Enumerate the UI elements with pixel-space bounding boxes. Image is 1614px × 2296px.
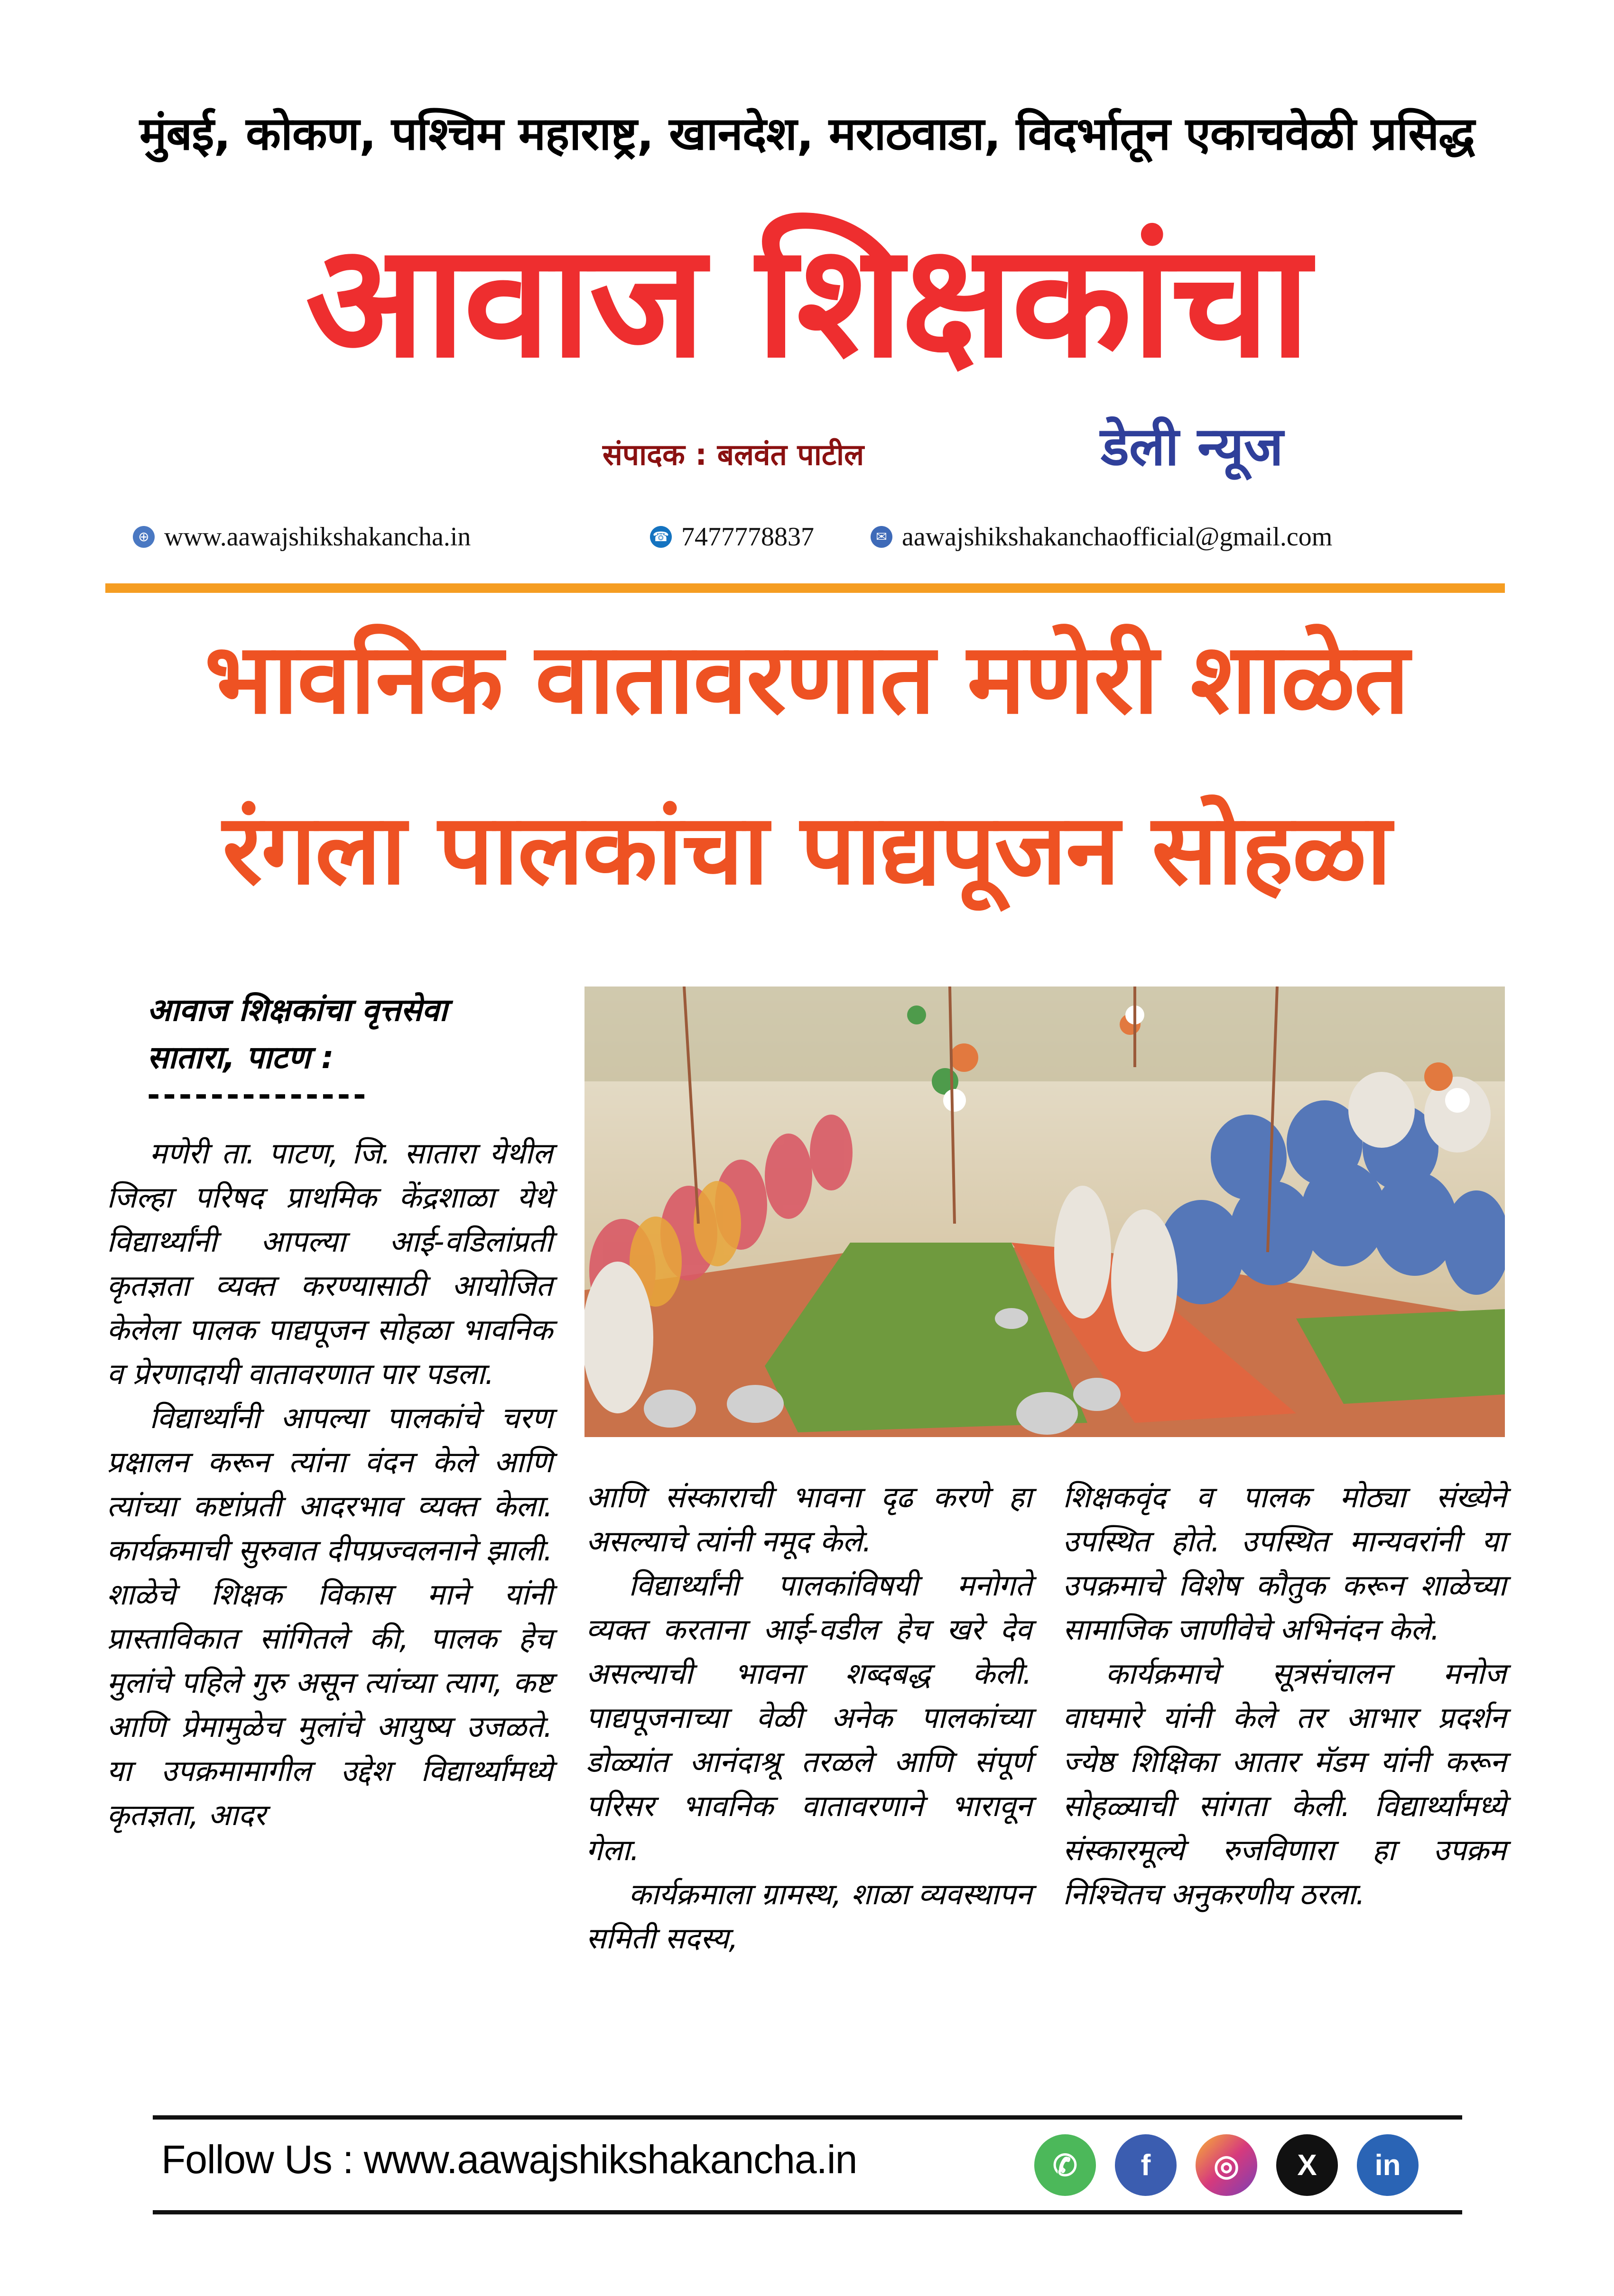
website-text[interactable]: www.aawajshikshakancha.in: [164, 522, 471, 552]
article-column-left: [107, 1131, 553, 1837]
contact-row: [133, 522, 1485, 564]
x-icon[interactable]: X: [1276, 2134, 1338, 2196]
follow-us-text[interactable]: Follow Us : www.aawajshikshakancha.in: [161, 2137, 857, 2182]
orange-divider: [105, 583, 1505, 593]
paragraph: मणेरी ता. पाटण, जि. सातारा येथील जिल्हा परिषद प्राथमिक केंद्रशाळा येथे विद्यार्थ्यांनी आपल्या आई-वडिलांप्रती कृतज्ञता व्यक्त करण्यासाठी आयोजित केलेला पालक पाद्यपूजन सोहळा भावनिक व प्रेरणादायी वातावरणात पार पडला.: [107, 1136, 553, 1391]
article-column-middle: [586, 1475, 1032, 1960]
tagline: मुंबई, कोकण, पश्चिम महाराष्ट्र, खानदेश, मराठवाडा, विदर्भातून एकाचवेळी प्रसिद्ध: [139, 107, 1475, 160]
dateline-separator: --------------: [147, 1077, 369, 1113]
footer-divider-top: [153, 2115, 1462, 2120]
email-contact[interactable]: [871, 522, 1332, 552]
paragraph: कार्यक्रमाचे सूत्रसंचालन मनोज वाघमारे यांनी केले तर आभार प्रदर्शन ज्येष्ठ शिक्षिका आतार मॅडम यांनी करून सोहळ्याची सांगता केली. विद्यार्थ्यांमध्ये संस्कारमूल्ये रुजविणारा हा उपक्रम निश्चितच अनुकरणीय ठरला.: [1063, 1656, 1506, 1911]
paragraph: शिक्षकवृंद व पालक मोठ्या संख्येने उपस्थित होते. उपस्थित मान्यवरांनी या उपक्रमाचे विशेष कौतुक करून शाळेच्या सामाजिक जाणीवेचे अभिनंदन केले.: [1063, 1480, 1506, 1647]
phone-contact[interactable]: [650, 522, 814, 552]
paragraph: विद्यार्थ्यांनी पालकांविषयी मनोगते व्यक्त करताना आई-वडील हेच खरे देव असल्याची भावना शब्दबद्ध केली. पाद्यपूजनाच्या वेळी अनेक पालकांच्या डोळ्यांत आनंदाश्रू तरळले आणि संपूर्ण परिसर भावनिक वातावरणाने भारावून गेला.: [586, 1568, 1032, 1867]
paragraph: विद्यार्थ्यांनी आपल्या पालकांचे चरण प्रक्षालन करून त्यांना वंदन केले आणि त्यांच्या कष्टांप्रती आदरभाव व्यक्त केला. कार्यक्रमाची सुरुवात दीपप्रज्वलनाने झाली. शाळेचे शिक्षक विकास माने यांनी प्रास्ताविकात सांगितले की, पालक हेच मुलांचे पहिले गुरु असून त्यांच्या त्याग, कष्ट आणि प्रेमामुळेच मुलांचे आयुष्य उजळते. या उपक्रमामागील उद्देश विद्यार्थ्यांमध्ये कृतज्ञता, आदर: [107, 1401, 553, 1832]
masthead-title: आवाज शिक्षकांचा: [305, 210, 1309, 392]
footer-divider-bottom: [153, 2210, 1462, 2214]
phone-icon: ☎: [650, 526, 672, 548]
instagram-icon[interactable]: ◎: [1196, 2134, 1257, 2196]
article-photo: [584, 987, 1505, 1437]
linkedin-icon[interactable]: in: [1357, 2134, 1419, 2196]
dateline-source: आवाज शिक्षकांचा वृत्तसेवा: [147, 992, 447, 1028]
dateline-place: सातारा, पाटण :: [147, 1039, 334, 1076]
paragraph: आणि संस्काराची भावना दृढ करणे हा असल्याचे त्यांनी नमूद केले.: [586, 1480, 1032, 1558]
social-links: [1034, 2134, 1419, 2196]
email-text[interactable]: aawajshikshakanchaofficial@gmail.com: [902, 522, 1333, 552]
facebook-icon[interactable]: f: [1115, 2134, 1177, 2196]
phone-text[interactable]: 7477778837: [681, 522, 814, 552]
article-column-right: [1063, 1475, 1506, 1916]
edition-label: डेली न्यूज: [1101, 416, 1283, 478]
headline-line-1: भावनिक वातावरणात मणेरी शाळेत: [204, 623, 1409, 736]
dateline: [147, 987, 550, 1081]
paragraph: कार्यक्रमाला ग्रामस्थ, शाळा व्यवस्थापन समिती सदस्य,: [586, 1877, 1032, 1955]
headline-line-2: रंगला पालकांचा पाद्यपूजन सोहळा: [222, 793, 1391, 906]
website-contact[interactable]: [133, 522, 471, 552]
globe-icon: ⊕: [133, 526, 155, 548]
editor-credit: संपादक : बलवंत पाटील: [603, 437, 864, 472]
mail-icon: ✉: [871, 526, 892, 548]
whatsapp-icon[interactable]: ✆: [1034, 2134, 1096, 2196]
